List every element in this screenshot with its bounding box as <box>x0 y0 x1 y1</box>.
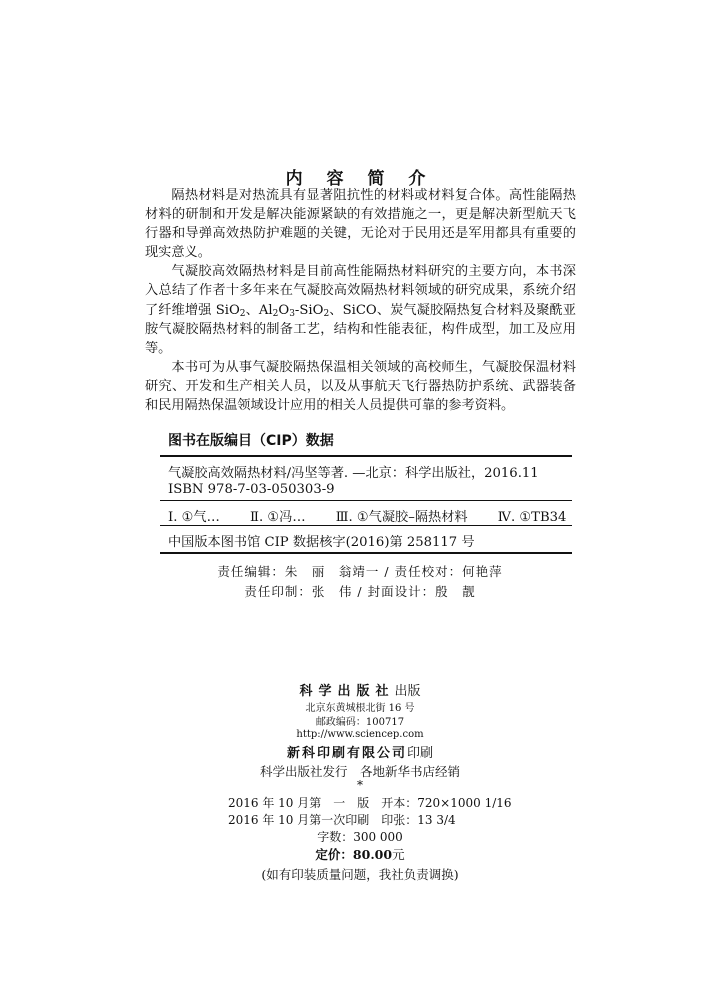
publisher-address: 北京东黄城根北街 16 号 <box>305 703 415 714</box>
publisher-postcode: 邮政编码：100717 <box>315 717 405 728</box>
price <box>0 845 720 863</box>
intro-p2-part: -SiO <box>294 302 324 318</box>
publisher-website: http://www.sciencep.com <box>296 729 424 740</box>
publisher-name: 科学出版社 <box>299 684 395 699</box>
intro-body <box>145 186 576 415</box>
subscript: 2 <box>272 308 279 319</box>
cip-divider <box>160 525 572 526</box>
intro-p2-part: 气凝胶高效隔热材料是目前高性能隔热材料研究的主要方向，本书深入总结了作者十多年来在气凝胶高效隔热材料领域的研究成果，系统介绍了纤维增强 SiO <box>145 264 576 318</box>
publisher-suffix: 出版 <box>394 684 421 699</box>
distribution: 科学出版社发行 各地新华书店经销 <box>259 764 460 779</box>
cip-categories <box>168 506 592 525</box>
cip-divider <box>160 500 572 501</box>
price-label: 定价： <box>315 847 353 862</box>
cip-heading: 图书在版编目（CIP）数据 <box>168 433 334 449</box>
intro-title: 内 容 简 介 <box>285 169 435 189</box>
cip-category: Ⅱ. ①冯… <box>250 510 306 525</box>
subscript: 2 <box>323 308 330 319</box>
cip-top-rule <box>160 455 572 457</box>
printer-line <box>0 742 720 761</box>
printer-suffix: 印刷 <box>407 746 434 761</box>
edition-info: 2016 年 10 月第 一 版 开本：720×1000 1/16 <box>228 796 512 810</box>
cip-title-line: 气凝胶高效隔热材料/冯坚等著. —北京：科学出版社，2016.11 <box>168 466 539 481</box>
quality-note: (如有印装质量问题，我社负责调换) <box>261 867 459 882</box>
cip-bottom-rule <box>160 552 572 554</box>
subscript: 3 <box>289 308 295 319</box>
publisher-line <box>0 680 720 699</box>
editor-credits: 责任编辑：朱 丽 翁靖一 / 责任校对：何艳萍 <box>217 564 503 579</box>
intro-p2-part: 、SiCO、炭气凝胶隔热复合材料及聚酰亚胺气凝胶隔热材料的制备工艺，结构和性能表征，构件成型，加工及应用等。 <box>145 302 576 356</box>
intro-paragraph-1: 隔热材料是对热流具有显著阻抗性的材料或材料复合体。高性能隔热材料的研制和开发是解决能源紧缺的有效措施之一，更是解决新型航天飞行器和导弹高效热防护难题的关键，无论对于民用还是军用都具有重要的现实意义。 <box>145 188 576 261</box>
cip-category: Ⅲ. ①气凝胶–隔热材料 <box>335 510 468 525</box>
production-credits: 责任印制：张 伟 / 封面设计：殷 靓 <box>244 584 476 599</box>
cip-record-number: 中国版本图书馆 CIP 数据核字(2016)第 258117 号 <box>168 535 475 550</box>
price-value: 80.00 <box>352 847 393 862</box>
intro-paragraph-3: 本书可为从事气凝胶隔热保温相关领域的高校师生，气凝胶保温材料研究、开发和生产相关人员，以及从事航天飞行器热防护系统、武器装备和民用隔热保温领域设计应用的相关人员提供可靠的参考资料。 <box>145 359 576 414</box>
price-unit: 元 <box>392 847 405 862</box>
cip-category: Ⅳ. ①TB34 <box>497 510 567 525</box>
intro-p2-part: 、Al <box>245 302 273 318</box>
printer-name: 新科印刷有限公司 <box>286 746 407 761</box>
intro-paragraph-2 <box>145 262 576 357</box>
cip-category: Ⅰ. ①气… <box>168 510 220 525</box>
asterisk-separator: * <box>357 778 363 792</box>
cip-isbn: ISBN 978-7-03-050303-9 <box>168 482 335 497</box>
intro-p2-part: O <box>278 302 290 318</box>
word-count: 字数：300 000 <box>317 830 403 844</box>
subscript: 2 <box>239 308 246 319</box>
printing-info: 2016 年 10 月第一次印刷 印张：13 3/4 <box>228 813 456 827</box>
